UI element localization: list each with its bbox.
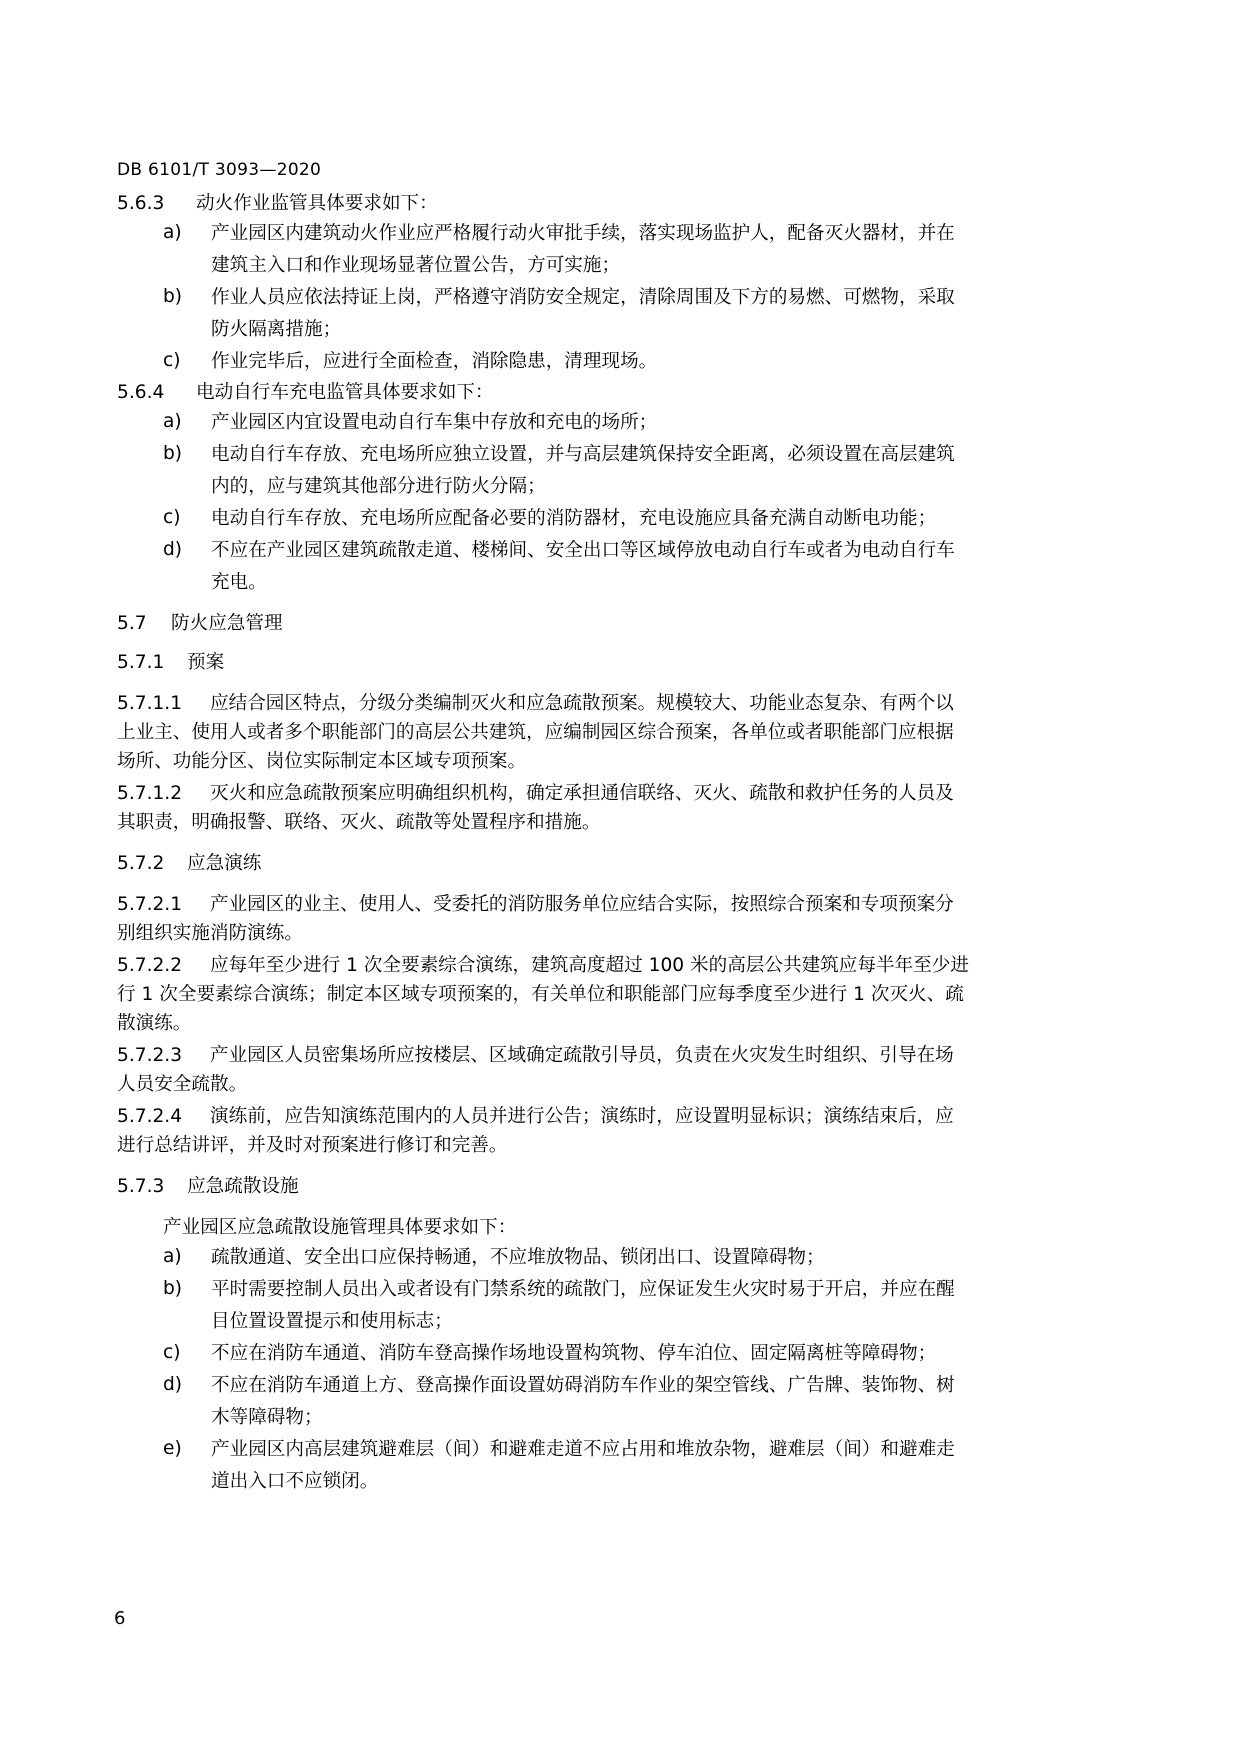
- clause-text: 动火作业监管具体要求如下：: [196, 193, 438, 214]
- list-text-line: 防火隔离措施；: [211, 319, 342, 340]
- list-label: a): [163, 411, 182, 432]
- clause-text: 场所、功能分区、岗位实际制定本区域专项预案。: [117, 751, 527, 772]
- clause-text: 散演练。: [117, 1013, 192, 1034]
- clause-text: 应结合园区特点，分级分类编制灭火和应急疏散预案。规模较大、功能业态复杂、有两个以: [210, 693, 954, 714]
- section-number: 5.7.1: [117, 652, 165, 673]
- clause-5-6-3: [117, 189, 1129, 218]
- clause-number: 5.6.4: [117, 382, 165, 403]
- section-title: 防火应急管理: [171, 613, 283, 634]
- section-title: 应急疏散设施: [187, 1176, 299, 1197]
- list-item-b: [117, 1274, 1129, 1338]
- clause-number: 5.7.1.1: [117, 693, 183, 714]
- list-text-line: 木等障碍物；: [211, 1407, 323, 1428]
- list-text-line: 作业人员应依法持证上岗，严格遵守消防安全规定，清除周围及下方的易燃、可燃物，采取: [211, 287, 955, 308]
- section-heading-5-7-3: [117, 1172, 1129, 1201]
- section-intro: 产业园区应急疏散设施管理具体要求如下：: [163, 1217, 517, 1238]
- clause-5-7-1-1: [117, 689, 1129, 776]
- list-text-line: 目位置设置提示和使用标志；: [211, 1311, 453, 1332]
- list-item-b: [117, 439, 1129, 503]
- list-text-line: 不应在消防车通道、消防车登高操作场地设置构筑物、停车泊位、固定隔离桩等障碍物；: [211, 1343, 937, 1364]
- list-text-line: 不应在消防车通道上方、登高操作面设置妨碍消防车作业的架空管线、广告牌、装饰物、树: [211, 1375, 955, 1396]
- clause-5-7-2-2: [117, 951, 1129, 1038]
- clause-number: 5.6.3: [117, 193, 165, 214]
- clause-5-7-2-3: [117, 1041, 1129, 1099]
- document-body: [117, 189, 1129, 1498]
- list-text-line: 电动自行车存放、充电场所应配备必要的消防器材，充电设施应具备充满自动断电功能；: [211, 508, 937, 529]
- list-text-line: 产业园区内宜设置电动自行车集中存放和充电的场所；: [211, 412, 658, 433]
- list-text-line: 电动自行车存放、充电场所应独立设置，并与高层建筑保持安全距离，必须设置在高层建筑: [211, 444, 955, 465]
- clause-5-7-1-2: [117, 779, 1129, 837]
- list-label: a): [163, 1246, 182, 1267]
- section-heading-5-7-2: [117, 849, 1129, 878]
- list-text-line: 道出入口不应锁闭。: [211, 1471, 379, 1492]
- clause-5-7-2-1: [117, 890, 1129, 948]
- list-item-d: [117, 1370, 1129, 1434]
- list-item-a: [117, 407, 1129, 439]
- list-label: d): [163, 539, 183, 560]
- list-text-line: 充电。: [211, 572, 267, 593]
- list-text-line: 疏散通道、安全出口应保持畅通，不应堆放物品、锁闭出口、设置障碍物；: [211, 1247, 825, 1268]
- list-item-c: [117, 346, 1129, 378]
- clause-text: 应每年至少进行 1 次全要素综合演练，建筑高度超过 100 米的高层公共建筑应每半年至少进: [210, 955, 969, 976]
- clause-text: 进行总结讲评，并及时对预案进行修订和完善。: [117, 1135, 508, 1156]
- list-label: c): [163, 507, 181, 528]
- clause-number: 5.7.2.3: [117, 1045, 183, 1066]
- clause-text: 灭火和应急疏散预案应明确组织机构，确定承担通信联络、灭火、疏散和救护任务的人员及: [210, 783, 954, 804]
- section-number: 5.7: [117, 613, 147, 634]
- document-code: DB 6101/T 3093—2020: [117, 160, 322, 180]
- section-heading-5-7: [117, 609, 1129, 638]
- section-heading-5-7-1: [117, 648, 1129, 677]
- list-label: d): [163, 1374, 183, 1395]
- list-label: e): [163, 1438, 182, 1459]
- list-item-c: [117, 1338, 1129, 1370]
- clause-text: 别组织实施消防演练。: [117, 923, 303, 944]
- list-text-line: 内的，应与建筑其他部分进行防火分隔；: [211, 476, 546, 497]
- clause-number: 5.7.2.1: [117, 894, 183, 915]
- list-label: b): [163, 286, 183, 307]
- list-label: b): [163, 443, 183, 464]
- list-text-line: 不应在产业园区建筑疏散走道、楼梯间、安全出口等区域停放电动自行车或者为电动自行车: [211, 540, 955, 561]
- list-label: c): [163, 350, 181, 371]
- list-text-line: 建筑主入口和作业现场显著位置公告，方可实施；: [211, 255, 621, 276]
- list-label: c): [163, 1342, 181, 1363]
- list-text-line: 产业园区内高层建筑避难层（间）和避难走道不应占用和堆放杂物，避难层（间）和避难走: [211, 1439, 955, 1460]
- clause-text: 人员安全疏散。: [117, 1074, 248, 1095]
- list-item-a: [117, 218, 1129, 282]
- list-item-d: [117, 535, 1129, 599]
- clause-text: 产业园区的业主、使用人、受委托的消防服务单位应结合实际，按照综合预案和专项预案分: [210, 894, 954, 915]
- section-number: 5.7.2: [117, 853, 165, 874]
- clause-text: 行 1 次全要素综合演练；制定本区域专项预案的，有关单位和职能部门应每季度至少进行 1 次灭火、疏: [117, 984, 964, 1005]
- clause-text: 其职责，明确报警、联络、灭火、疏散等处置程序和措施。: [117, 812, 601, 833]
- clause-text: 上业主、使用人或者多个职能部门的高层公共建筑，应编制园区综合预案，各单位或者职能部门应根据: [117, 722, 954, 743]
- list-item-e: [117, 1434, 1129, 1498]
- section-title: 预案: [187, 652, 225, 673]
- clause-text: 电动自行车充电监管具体要求如下：: [196, 382, 494, 403]
- section-number: 5.7.3: [117, 1176, 165, 1197]
- list-item-b: [117, 282, 1129, 346]
- clause-text: 产业园区人员密集场所应按楼层、区域确定疏散引导员，负责在火灾发生时组织、引导在场: [210, 1045, 954, 1066]
- list-item-a: [117, 1242, 1129, 1274]
- list-text-line: 平时需要控制人员出入或者设有门禁系统的疏散门，应保证发生火灾时易于开启，并应在醒: [211, 1279, 955, 1300]
- clause-text: 演练前，应告知演练范围内的人员并进行公告；演练时，应设置明显标识；演练结束后，应: [210, 1106, 954, 1127]
- clause-5-7-2-4: [117, 1102, 1129, 1160]
- page-number: 6: [114, 1608, 126, 1629]
- section-title: 应急演练: [187, 853, 262, 874]
- clause-number: 5.7.2.4: [117, 1106, 183, 1127]
- list-text-line: 作业完毕后，应进行全面检查，消除隐患，清理现场。: [211, 351, 658, 372]
- clause-number: 5.7.2.2: [117, 955, 183, 976]
- list-item-c: [117, 503, 1129, 535]
- clause-5-6-4: [117, 378, 1129, 407]
- list-label: a): [163, 222, 182, 243]
- clause-number: 5.7.1.2: [117, 783, 183, 804]
- list-label: b): [163, 1278, 183, 1299]
- list-text-line: 产业园区内建筑动火作业应严格履行动火审批手续，落实现场监护人，配备灭火器材，并在: [211, 223, 955, 244]
